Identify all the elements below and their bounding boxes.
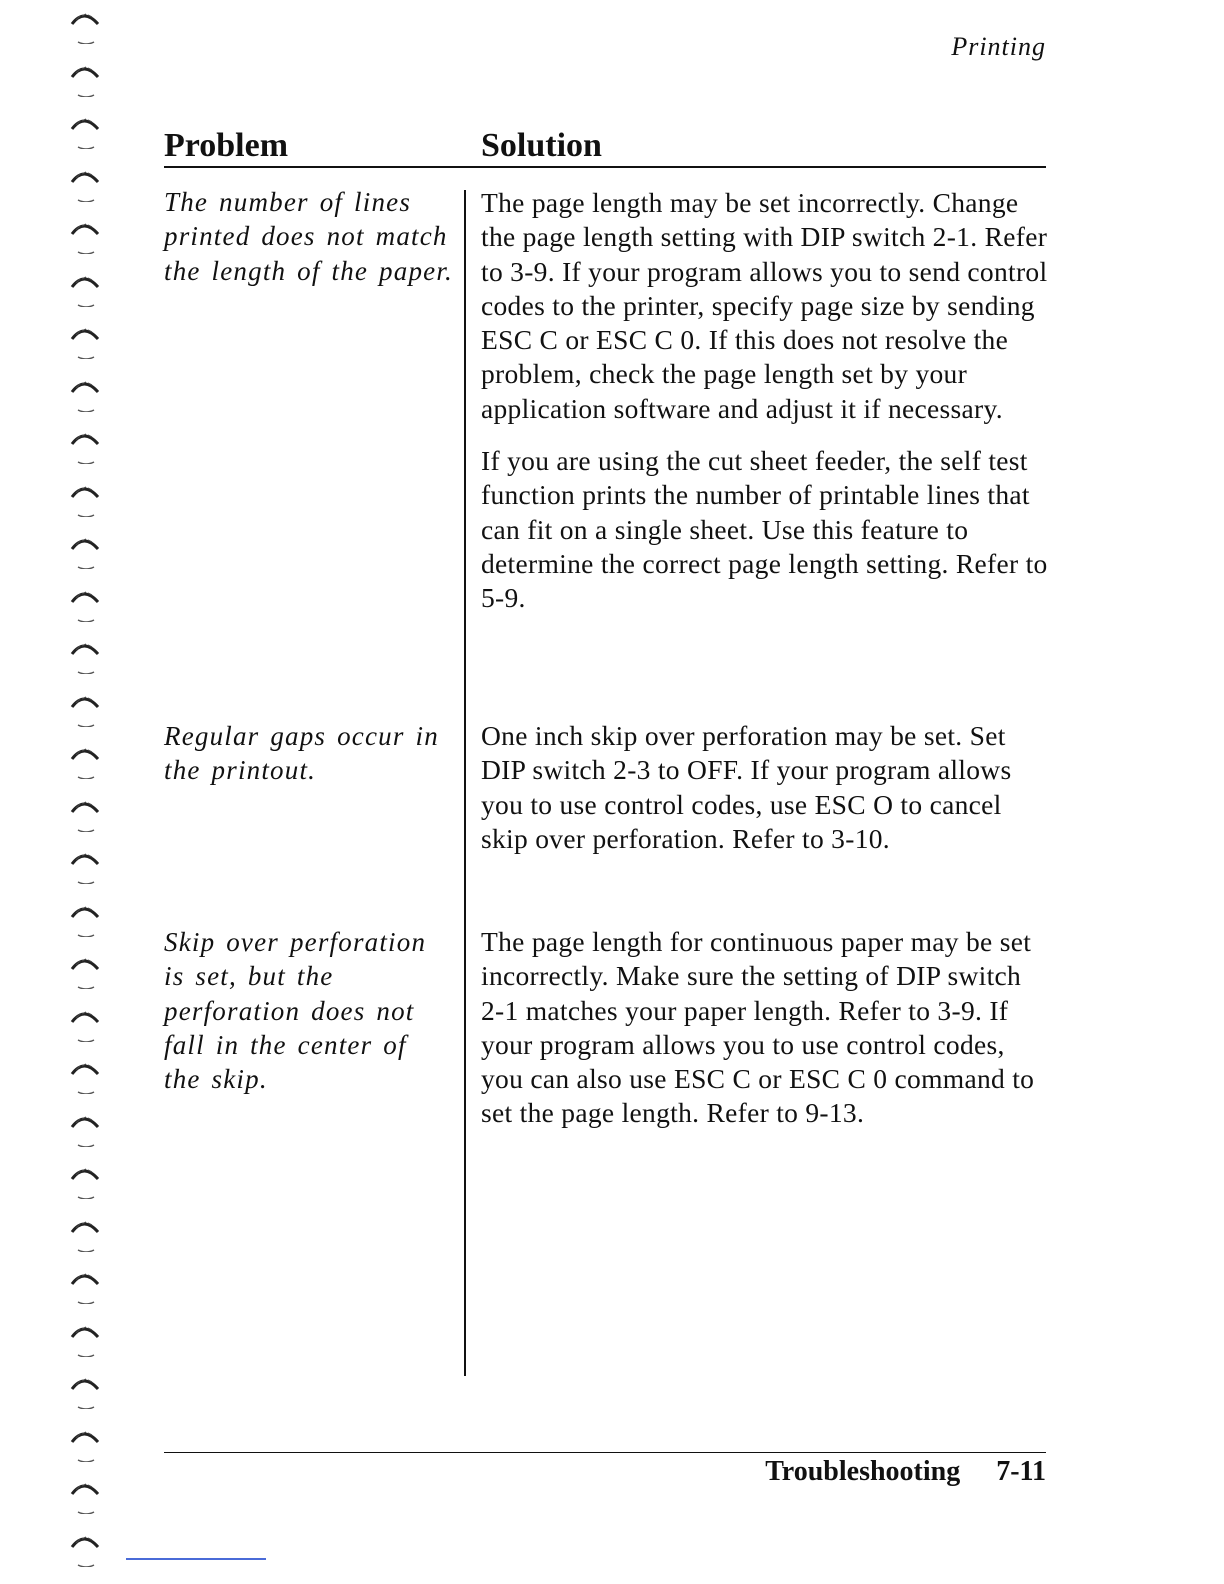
problem-column-header: Problem <box>164 127 289 164</box>
problem-cell: The number of lines printed does not match the length of the paper. <box>164 187 454 286</box>
binding-ring-icon <box>66 949 106 989</box>
running-head: Printing <box>951 32 1046 61</box>
footer-rule <box>164 1452 1046 1453</box>
solution-cell <box>481 925 1051 1149</box>
footer-section-title: Troubleshooting <box>765 1456 961 1487</box>
binding-ring-icon <box>66 372 106 412</box>
binding-ring-icon <box>66 792 106 832</box>
problem-cell: Skip over perforation is set, but the perforation does not fall in the center of the skip. <box>164 927 427 1095</box>
binding-ring-icon <box>66 477 106 517</box>
binding-ring-icon <box>66 1474 106 1514</box>
problem-cell: Regular gaps occur in the printout. <box>164 721 439 786</box>
table-header <box>164 126 1046 168</box>
page-footer <box>765 1454 1046 1490</box>
binding-ring-icon <box>66 57 106 97</box>
binding-ring-icon <box>66 897 106 937</box>
spiral-binding <box>66 0 116 1584</box>
binding-ring-icon <box>66 1317 106 1357</box>
binding-ring-icon <box>66 1527 106 1567</box>
page-number: 7-11 <box>996 1456 1046 1487</box>
binding-ring-icon <box>66 1212 106 1252</box>
binding-ring-icon <box>66 4 106 44</box>
solution-cell <box>481 186 1051 634</box>
binding-ring-icon <box>66 1107 106 1147</box>
binding-ring-icon <box>66 162 106 202</box>
binding-ring-icon <box>66 844 106 884</box>
binding-ring-icon <box>66 1002 106 1042</box>
binding-ring-icon <box>66 424 106 464</box>
binding-ring-icon <box>66 634 106 674</box>
binding-ring-icon <box>66 1264 106 1304</box>
column-divider <box>464 190 466 1376</box>
solution-paragraph: The page length may be set incorrectly. Change the page length setting with DIP switch 2-1. Refer to 3-9. If your program allows you to send control codes to the printer, specify page size by sending ESC C or ESC C 0. If this does not resolve the problem, check the page length set by your application software and adjust it if necessary. <box>481 187 1048 424</box>
binding-ring-icon <box>66 1159 106 1199</box>
binding-ring-icon <box>66 214 106 254</box>
scan-edge-mark <box>126 1558 266 1560</box>
binding-ring-icon <box>66 529 106 569</box>
binding-ring-icon <box>66 267 106 307</box>
solution-column-header: Solution <box>481 127 602 164</box>
binding-ring-icon <box>66 319 106 359</box>
solution-paragraph: If you are using the cut sheet feeder, the self test function prints the number of printable lines that can fit on a single sheet. Use this feature to determine the correct page length setting. Refer to 5-9. <box>481 445 1048 614</box>
solution-paragraph: The page length for continuous paper may be set incorrectly. Make sure the setting of DIP switch 2-1 matches your paper length. Refer to 3-9. If your program allows you to use control codes, you can also use ESC C or ESC C 0 command to set the page length. Refer to 9-13. <box>481 926 1035 1129</box>
binding-ring-icon <box>66 582 106 622</box>
binding-ring-icon <box>66 687 106 727</box>
solution-cell <box>481 719 1051 874</box>
binding-ring-icon <box>66 109 106 149</box>
solution-paragraph: One inch skip over perforation may be set. Set DIP switch 2-3 to OFF. If your program allows you to use control codes, use ESC O to cancel skip over perforation. Refer to 3-10. <box>481 720 1012 854</box>
binding-ring-icon <box>66 1054 106 1094</box>
binding-ring-icon <box>66 739 106 779</box>
binding-ring-icon <box>66 1422 106 1462</box>
binding-ring-icon <box>66 1369 106 1409</box>
